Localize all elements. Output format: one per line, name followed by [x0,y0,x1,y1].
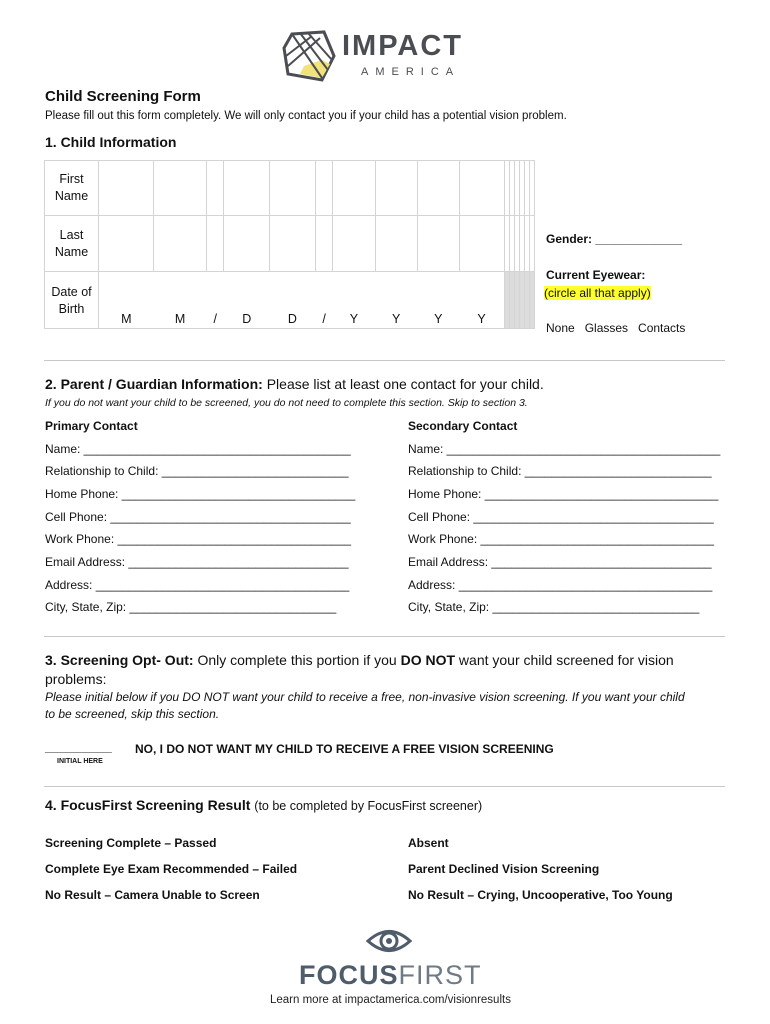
last-name-label: Last Name [45,216,99,272]
brand-name: IMPACT [342,30,464,62]
section3-heading: 3. Screening Opt- Out: Only complete this portion if you DO NOT want your child screened for vision [45,652,674,668]
secondary-contact-title: Secondary Contact [408,419,518,433]
dob-cell[interactable]: D [270,272,316,329]
section3-note-line1: Please initial below if you DO NOT want your child to receive a free, non-invasive vision screening. If you want your child [45,690,685,704]
secondary-name-field[interactable]: Name: _________________________________________ [408,442,721,456]
secondary-city-field[interactable]: City, State, Zip: _______________________________ [408,600,700,614]
section-divider [44,786,725,787]
first-name-cell[interactable] [154,161,207,216]
dob-row [45,272,535,329]
first-name-cell[interactable] [270,161,316,216]
primary-home-phone-field[interactable]: Home Phone: ___________________________________ [45,487,356,501]
dob-cell[interactable]: Y [375,272,417,329]
last-name-cell[interactable] [375,216,417,272]
primary-contact-title: Primary Contact [45,419,138,433]
result-camera-unable[interactable]: No Result – Camera Unable to Screen [45,888,260,902]
first-name-cell[interactable] [529,161,534,216]
last-name-cell[interactable] [315,216,333,272]
focusfirst-logo: FOCUSFIRST [299,960,482,990]
secondary-email-field[interactable]: Email Address: _________________________________ [408,555,712,569]
section2-note: If you do not want your child to be screened, you do not need to complete this section. Skip to section 3. [45,397,528,409]
dob-cell[interactable]: Y [459,272,504,329]
primary-email-field[interactable]: Email Address: _________________________________ [45,555,349,569]
first-name-cell[interactable] [375,161,417,216]
secondary-relationship-field[interactable]: Relationship to Child: ____________________________ [408,464,712,478]
impact-logo-icon [282,30,336,84]
result-parent-declined[interactable]: Parent Declined Vision Screening [408,862,600,876]
secondary-home-phone-field[interactable]: Home Phone: ___________________________________ [408,487,719,501]
footer-url[interactable]: Learn more at impactamerica.com/visionresults [270,994,511,1006]
eyewear-note: (circle all that apply) [544,286,651,300]
primary-cell-phone-field[interactable]: Cell Phone: ____________________________________ [45,510,351,524]
last-name-cell[interactable] [270,216,316,272]
form-intro: Please fill out this form completely. We will only contact you if your child has a potential vision problem. [45,110,567,122]
section3-heading-line2: problems: [45,671,107,687]
opt-out-statement: NO, I DO NOT WANT MY CHILD TO RECEIVE A FREE VISION SCREENING [135,742,554,756]
first-name-cell[interactable] [417,161,459,216]
dob-cell[interactable]: D [224,272,270,329]
dob-label: Date of Birth [45,272,99,329]
result-absent[interactable]: Absent [408,836,449,850]
section-divider [44,360,725,361]
dob-cell: / [206,272,224,329]
section4-heading: 4. FocusFirst Screening Result (to be completed by FocusFirst screener) [45,797,483,813]
first-name-cell[interactable] [459,161,504,216]
first-name-cell[interactable] [315,161,333,216]
gender-field[interactable]: Gender: _____________ [546,232,683,246]
child-info-grid [44,160,535,329]
last-name-cell[interactable] [529,216,534,272]
primary-relationship-field[interactable]: Relationship to Child: ____________________________ [45,464,349,478]
section2-heading: 2. Parent / Guardian Information: Please list at least one contact for your child. [45,376,544,392]
last-name-cell[interactable] [154,216,207,272]
last-name-cell[interactable] [206,216,224,272]
primary-work-phone-field[interactable]: Work Phone: ___________________________________ [45,532,352,546]
first-name-cell[interactable] [206,161,224,216]
dob-cell[interactable]: M [154,272,207,329]
section3-note-line2: to be screened, skip this section. [45,707,220,721]
last-name-cell[interactable] [459,216,504,272]
dob-cell[interactable]: Y [417,272,459,329]
first-name-cell[interactable] [99,161,154,216]
secondary-work-phone-field[interactable]: Work Phone: ___________________________________ [408,532,715,546]
last-name-cell[interactable] [224,216,270,272]
result-failed[interactable]: Complete Eye Exam Recommended – Failed [45,862,298,876]
eyewear-label: Current Eyewear: [546,268,646,282]
initial-label: INITIAL HERE [57,758,103,765]
secondary-address-field[interactable]: Address: ______________________________________ [408,578,713,592]
dob-cell[interactable]: M [99,272,154,329]
last-name-row [45,216,535,272]
eye-icon [366,926,412,956]
initial-line[interactable]: __________ [45,740,112,754]
result-no-result-young[interactable]: No Result – Crying, Uncooperative, Too Young [408,888,673,902]
brand-subtitle: AMERICA [361,66,461,78]
primary-city-field[interactable]: City, State, Zip: _______________________________ [45,600,337,614]
last-name-cell[interactable] [99,216,154,272]
primary-address-field[interactable]: Address: ______________________________________ [45,578,350,592]
section1-heading: 1. Child Information [45,134,177,150]
eyewear-options[interactable]: None Glasses Contacts [546,321,686,335]
first-name-label: First Name [45,161,99,216]
section-divider [44,636,725,637]
dob-shaded-cell [529,272,534,329]
form-title: Child Screening Form [45,88,201,105]
secondary-cell-phone-field[interactable]: Cell Phone: ____________________________________ [408,510,714,524]
result-passed[interactable]: Screening Complete – Passed [45,836,217,850]
last-name-cell[interactable] [417,216,459,272]
first-name-cell[interactable] [333,161,375,216]
dob-cell[interactable]: Y [333,272,375,329]
dob-cell: / [315,272,333,329]
primary-name-field[interactable]: Name: ________________________________________ [45,442,351,456]
last-name-cell[interactable] [333,216,375,272]
first-name-cell[interactable] [224,161,270,216]
first-name-row [45,161,535,216]
